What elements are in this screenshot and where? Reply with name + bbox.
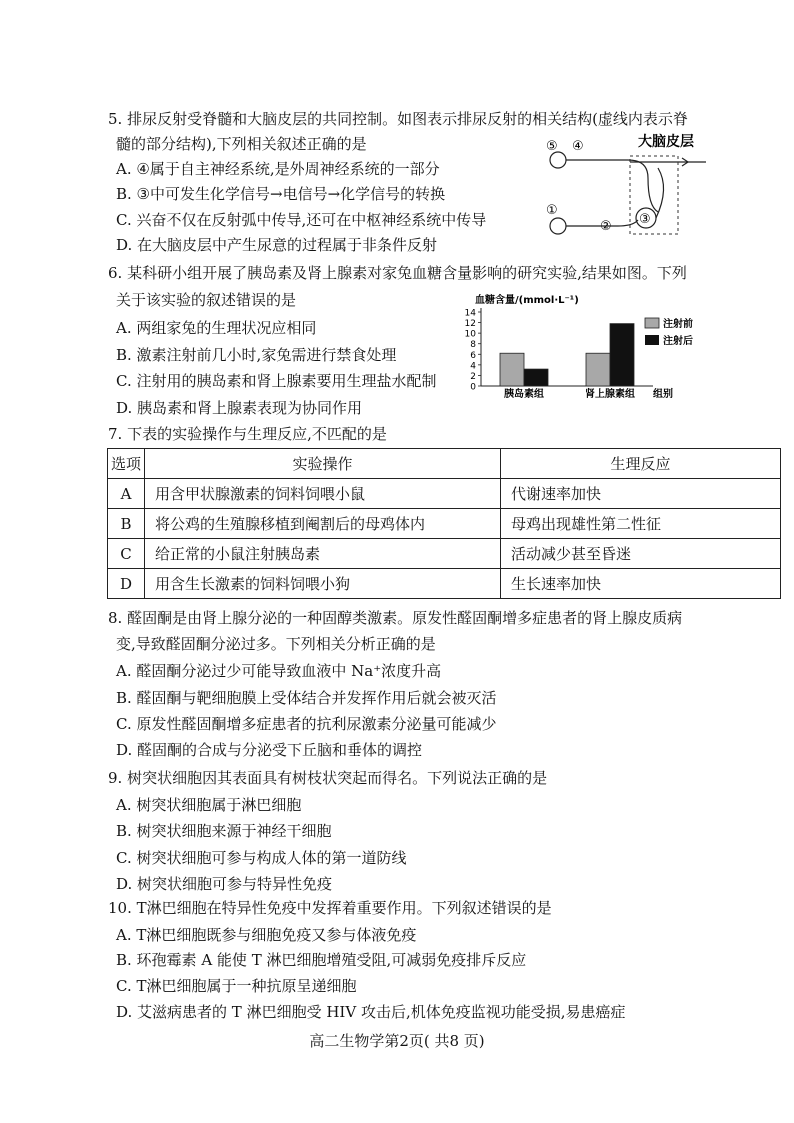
legend-swatch-before [645, 318, 659, 328]
q5-stem-line2: 髓的部分结构),下列相关叙述正确的是 [116, 135, 367, 153]
chart-y-tick-label: 12 [464, 319, 476, 330]
table-cell-option: A [108, 479, 145, 509]
chart-y-tick-label: 2 [470, 371, 476, 382]
q7-table [107, 448, 781, 599]
chart-ylabel: 血糖含量/(mmol·L⁻¹) [475, 295, 579, 306]
mark-5: ⑤ [546, 139, 558, 154]
legend-label-before: 注射前 [663, 319, 693, 330]
chart-y-tick-label: 0 [470, 382, 476, 393]
q6-option-a: A. 两组家兔的生理状况应相同 [116, 319, 317, 337]
table-cell-reaction: 代谢速率加快 [501, 479, 781, 509]
table-header-reaction: 生理反应 [501, 449, 781, 479]
mark-3: ③ [639, 212, 651, 227]
q9-option-c: C. 树突状细胞可参与构成人体的第一道防线 [116, 849, 407, 867]
q9-option-b: B. 树突状细胞来源于神经干细胞 [116, 822, 332, 840]
ascending-path [656, 168, 664, 218]
reflex-arc-diagram [538, 128, 718, 248]
q10-option-c: C. T淋巴细胞属于一种抗原呈递细胞 [116, 977, 357, 995]
q6-stem-line2: 关于该实验的叙述错误的是 [116, 291, 297, 309]
chart-bar [586, 353, 610, 386]
table-cell-reaction: 生长速率加快 [501, 569, 781, 599]
mark-4: ④ [572, 139, 584, 154]
q8-stem-line2: 变,导致醛固酮分泌过多。下列相关分析正确的是 [116, 635, 436, 653]
q8-stem-line1: 8. 醛固酮是由肾上腺分泌的一种固醇类激素。原发性醛固酮增多症患者的肾上腺皮质病 [108, 609, 683, 627]
q8-option-a: A. 醛固酮分泌过少可能导致血液中 Na⁺浓度升高 [116, 662, 442, 680]
receptor-icon [550, 218, 566, 234]
effector-icon [550, 152, 566, 168]
q10-stem: 10. T淋巴细胞在特异性免疫中发挥着重要作用。下列叙述错误的是 [108, 899, 552, 917]
table-cell-operation: 用含生长激素的饲料饲喂小狗 [145, 569, 501, 599]
table-cell-option: D [108, 569, 145, 599]
table-row [108, 479, 781, 509]
table-row [108, 569, 781, 599]
q10-option-b: B. 环孢霉素 A 能使 T 淋巴细胞增殖受阻,可减弱免疫排斥反应 [116, 951, 527, 969]
table-header-operation: 实验操作 [145, 449, 501, 479]
table-cell-reaction: 母鸡出现雄性第二性征 [501, 509, 781, 539]
q8-option-d: D. 醛固酮的合成与分泌受下丘脑和垂体的调控 [116, 741, 423, 759]
q5-option-a: A. ④属于自主神经系统,是外周神经系统的一部分 [116, 160, 440, 178]
q8-option-c: C. 原发性醛固酮增多症患者的抗利尿激素分泌量可能减少 [116, 715, 497, 733]
q6-stem-line1: 6. 某科研小组开展了胰岛素及肾上腺素对家兔血糖含量影响的研究实验,结果如图。下列 [108, 264, 687, 282]
table-cell-option: B [108, 509, 145, 539]
chart-y-tick-label: 4 [470, 361, 476, 372]
table-header-row [108, 449, 781, 479]
chart-xlabel: 组别 [653, 389, 673, 400]
q6-option-d: D. 胰岛素和肾上腺素表现为协同作用 [116, 399, 363, 417]
q9-option-d: D. 树突状细胞可参与特异性免疫 [116, 875, 333, 893]
blood-glucose-bar-chart [455, 292, 705, 407]
page-footer: 高二生物学第2页( 共8 页) [309, 1032, 485, 1050]
table-header-option: 选项 [108, 449, 145, 479]
mark-1: ① [546, 203, 558, 218]
table-cell-reaction: 活动减少甚至昏迷 [501, 539, 781, 569]
table-row [108, 509, 781, 539]
chart-category-label: 胰岛素组 [504, 389, 544, 400]
table-cell-option: C [108, 539, 145, 569]
table-cell-operation: 将公鸡的生殖腺移植到阉割后的母鸡体内 [145, 509, 501, 539]
chart-y-tick-label: 6 [470, 350, 476, 361]
q9-option-a: A. 树突状细胞属于淋巴细胞 [116, 796, 302, 814]
q9-stem: 9. 树突状细胞因其表面具有树枝状突起而得名。下列说法正确的是 [108, 769, 548, 787]
q5-option-b: B. ③中可发生化学信号→电信号→化学信号的转换 [116, 185, 446, 203]
q6-option-b: B. 激素注射前几小时,家兔需进行禁食处理 [116, 346, 397, 364]
q8-option-b: B. 醛固酮与靶细胞膜上受体结合并发挥作用后就会被灭活 [116, 689, 497, 707]
q6-option-c: C. 注射用的胰岛素和肾上腺素要用生理盐水配制 [116, 372, 437, 390]
chart-category-label: 肾上腺素组 [585, 389, 635, 400]
legend-label-after: 注射后 [663, 336, 693, 347]
chart-y-tick-label: 14 [464, 308, 476, 319]
q10-option-d: D. 艾滋病患者的 T 淋巴细胞受 HIV 攻击后,机体免疫监视功能受损,易患癌症 [116, 1003, 626, 1021]
cortex-label: 大脑皮层 [638, 134, 694, 150]
chart-bar [610, 324, 634, 386]
mark-2: ② [600, 219, 612, 234]
chart-legend [645, 317, 693, 347]
q10-option-a: A. T淋巴细胞既参与细胞免疫又参与体液免疫 [116, 926, 417, 944]
q7-stem: 7. 下表的实验操作与生理反应,不匹配的是 [108, 425, 387, 443]
legend-swatch-after [645, 335, 659, 345]
chart-y-tick-label: 10 [464, 329, 476, 340]
chart-y-tick-label: 8 [470, 340, 476, 351]
q5-option-c: C. 兴奋不仅在反射弧中传导,还可在中枢神经系统中传导 [116, 211, 487, 229]
table-cell-operation: 用含甲状腺激素的饲料饲喂小鼠 [145, 479, 501, 509]
chart-bar [524, 369, 548, 386]
table-cell-operation: 给正常的小鼠注射胰岛素 [145, 539, 501, 569]
chart-bar [500, 353, 524, 386]
q5-stem-line1: 5. 排尿反射受脊髓和大脑皮层的共同控制。如图表示排尿反射的相关结构(虚线内表示脊 [108, 110, 688, 128]
q5-option-d: D. 在大脑皮层中产生尿意的过程属于非条件反射 [116, 236, 438, 254]
efferent-path [566, 160, 658, 212]
table-row [108, 539, 781, 569]
